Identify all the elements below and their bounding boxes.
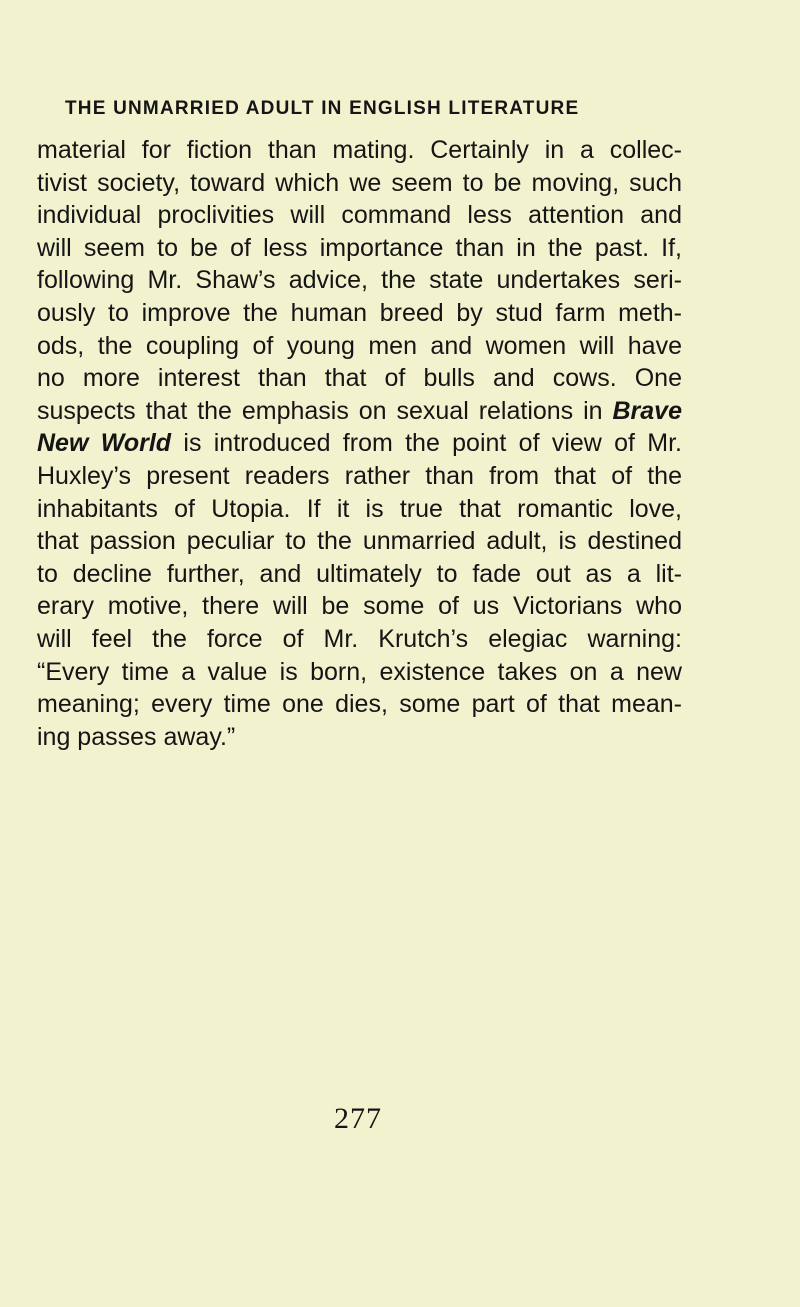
text-line: ods, the coupling of young men and women will have: [37, 331, 682, 360]
text-line: material for fiction than mating. Certainly in a collec-: [37, 136, 682, 164]
text-line: will feel the force of Mr. Krutch’s elegiac warning:: [37, 624, 682, 653]
text-line: [37, 395, 682, 428]
text-line: ing passes away.”: [37, 722, 236, 751]
book-title-italic: Brave: [612, 396, 682, 425]
text-segment: is introduced from the point of view of Mr.: [183, 429, 683, 458]
text-line: to decline further, and ultimately to fade out as a lit-: [37, 559, 682, 588]
text-line: no more interest than that of bulls and cows. One: [37, 364, 682, 393]
text-line: “Every time a value is born, existence takes on a new: [37, 657, 682, 686]
running-header: THE UNMARRIED ADULT IN ENGLISH LITERATURE: [65, 98, 580, 119]
text-line: ously to improve the human breed by stud farm meth-: [37, 298, 682, 327]
text-line: [37, 427, 682, 460]
text-line: tivist society, toward which we seem to be moving, such: [37, 168, 682, 197]
text-line: inhabitants of Utopia. If it is true that romantic love,: [37, 494, 682, 523]
text-line: that passion peculiar to the unmarried adult, is destined: [37, 527, 682, 556]
text-segment: suspects that the emphasis on sexual relations in: [37, 396, 603, 425]
text-line: meaning; every time one dies, some part of that mean-: [37, 690, 682, 719]
page-number: 277: [334, 1102, 382, 1135]
body-paragraph: [37, 134, 682, 753]
text-line: Huxley’s present readers rather than from that of the: [37, 461, 682, 490]
text-line: following Mr. Shaw’s advice, the state undertakes seri-: [37, 266, 682, 295]
text-line: will seem to be of less importance than in the past. If,: [37, 233, 682, 262]
book-title-italic: New World: [37, 429, 172, 458]
text-line: erary motive, there will be some of us Victorians who: [37, 592, 682, 621]
text-line: individual proclivities will command less attention and: [37, 201, 682, 230]
